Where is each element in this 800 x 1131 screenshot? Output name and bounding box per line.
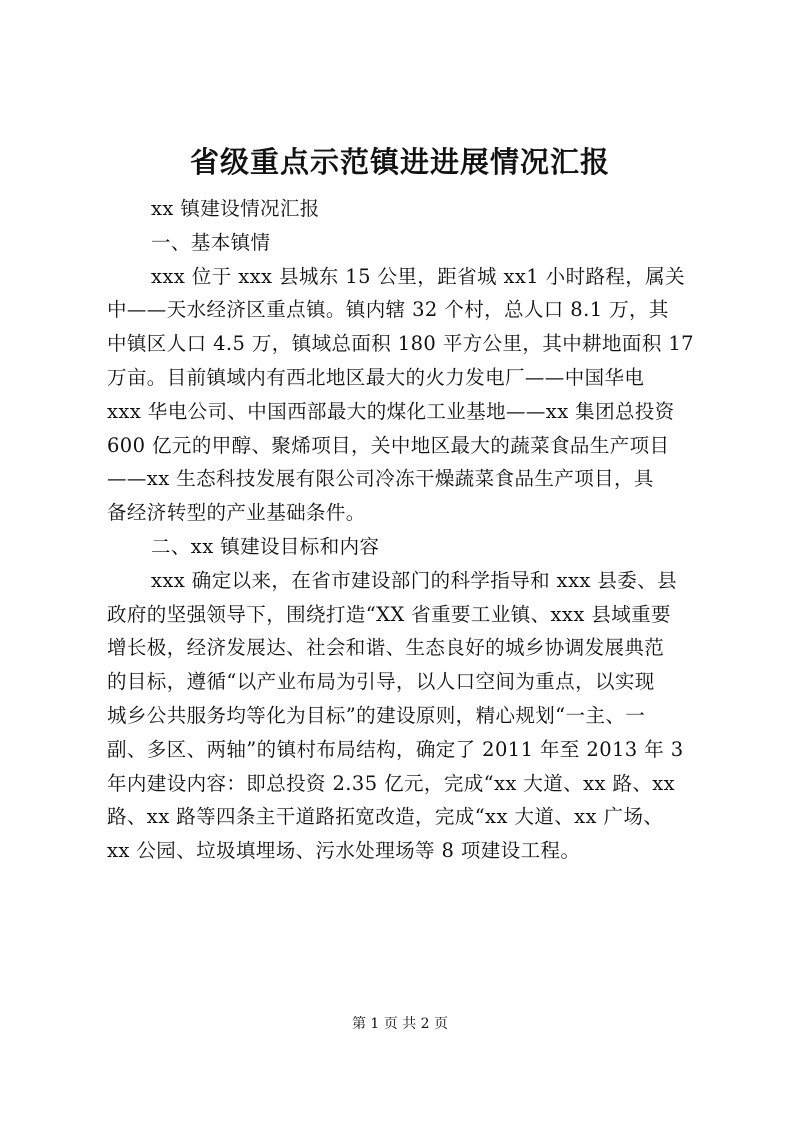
paragraph-2-line-5: 城乡公共服务均等化为目标”的建设原则，精心规划“一主、一 — [107, 703, 646, 727]
paragraph-1-line-5: xxx 华电公司、中国西部最大的煤化工业基地——xx 集团总投资 — [107, 399, 675, 423]
paragraph-2-line-6: 副、多区、两轴”的镇村布局结构，确定了 2011 年至 2013 年 3 — [107, 737, 684, 761]
paragraph-2-line-3: 增长极，经济发展达、社会和谐、生态良好的城乡协调发展典范 — [107, 636, 665, 660]
subtitle-line: xx 镇建设情况汇报 — [151, 197, 320, 220]
paragraph-1-line-1: xxx 位于 xxx 县城东 15 公里，距省城 xx1 小时路程，属关 — [151, 264, 685, 288]
paragraph-2-line-2: 政府的坚强领导下，围绕打造“XX 省重要工业镇、xxx 县域重要 — [107, 602, 671, 626]
paragraph-1-line-4: 万亩。目前镇域内有西北地区最大的火力发电厂——中国华电 — [107, 365, 645, 389]
document-body — [107, 192, 695, 868]
paragraph-2-line-4: 的目标，遵循“以产业布局为引导，以人口空间为重点，以实现 — [107, 670, 655, 694]
paragraph-2-line-1: xxx 确定以来，在省市建设部门的科学指导和 xxx 县委、县 — [151, 568, 677, 592]
section-heading-1: 一、基本镇情 — [151, 230, 271, 254]
paragraph-2-line-7: 年内建设内容：即总投资 2.35 亿元，完成“xx 大道、xx 路、xx — [107, 771, 676, 795]
paragraph-1-line-8: 备经济转型的产业基础条件。 — [107, 501, 366, 525]
paragraph-2-line-9: xx 公园、垃圾填埋场、污水处理场等 8 项建设工程。 — [107, 839, 581, 863]
paragraph-1-line-6: 600 亿元的甲醇、聚烯项目，关中地区最大的蔬菜食品生产项目 — [107, 433, 670, 457]
page-footer: 第 1 页 共 2 页 — [351, 1016, 449, 1032]
paragraph-1-line-7: ——xx 生态科技发展有限公司冷冻干燥蔬菜食品生产项目，具 — [107, 467, 654, 491]
document-title: 省级重点示范镇进进展情况汇报 — [189, 145, 610, 179]
section-heading-2: 二、xx 镇建设目标和内容 — [151, 534, 380, 558]
paragraph-2-line-8: 路、xx 路等四条主干道路拓宽改造，完成“xx 大道、xx 广场、 — [107, 805, 664, 829]
paragraph-1-line-3: 中镇区人口 4.5 万，镇域总面积 180 平方公里，其中耕地面积 17 — [107, 332, 694, 356]
paragraph-1-line-2: 中——天水经济区重点镇。镇内辖 32 个村，总人口 8.1 万，其 — [107, 298, 669, 322]
